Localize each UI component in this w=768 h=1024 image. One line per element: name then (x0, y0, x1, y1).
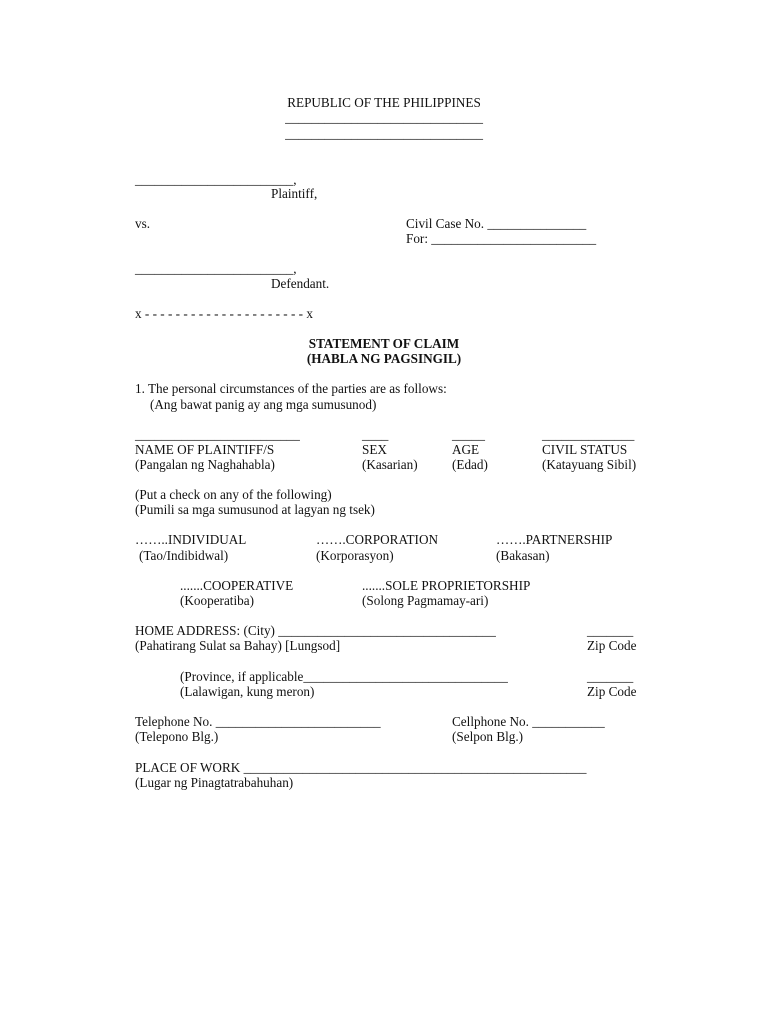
plaintiff-name-label-tagalog: (Pangalan ng Naghahabla) (135, 457, 275, 472)
sex-label: SEX (362, 442, 387, 457)
sex-field-blank: ____ (362, 427, 389, 442)
civil-status-label: CIVIL STATUS (542, 442, 628, 457)
check-instruction: (Put a check on any of the following) (135, 487, 332, 502)
place-of-work-field: PLACE OF WORK ____________________________________________________ (135, 760, 587, 775)
option-cooperative: .......COOPERATIVE (180, 578, 294, 593)
document-title: STATEMENT OF CLAIM (308, 336, 460, 351)
cellphone-field: Cellphone No. ___________ (452, 714, 605, 729)
defendant-name-blank: ________________________, (135, 261, 297, 276)
plaintiff-name-label: NAME OF PLAINTIFF/S (135, 442, 275, 457)
sex-label-tagalog: (Kasarian) (362, 457, 418, 472)
age-label-tagalog: (Edad) (452, 457, 488, 472)
telephone-field: Telephone No. _________________________ (135, 714, 381, 729)
home-address-city-field: HOME ADDRESS: (City) _________________________________ (135, 623, 496, 638)
section-1-intro-tagalog: (Ang bawat panig ay ang mga sumusunod) (150, 397, 377, 412)
home-address-tagalog: (Pahatirang Sulat sa Bahay) [Lungsod] (135, 638, 341, 653)
document-subtitle: (HABLA NG PAGSINGIL) (306, 351, 462, 366)
home-zip-code-blank: _______ (587, 623, 634, 638)
option-partnership: …….PARTNERSHIP (496, 532, 613, 547)
province-field-tagalog: (Lalawigan, kung meron) (180, 684, 315, 699)
for-field: For: _________________________ (406, 231, 597, 246)
defendant-label: Defendant. (271, 276, 330, 291)
option-individual-tagalog: (Tao/Indibidwal) (139, 548, 229, 563)
plaintiff-label: Plaintiff, (271, 186, 318, 201)
civil-status-label-tagalog: (Katayuang Sibil) (542, 457, 637, 472)
option-cooperative-tagalog: (Kooperatiba) (180, 593, 254, 608)
civil-status-field-blank: ______________ (542, 427, 635, 442)
option-sole-proprietorship: .......SOLE PROPRIETORSHIP (362, 578, 531, 593)
section-1-intro: 1. The personal circumstances of the parties are as follows: (135, 381, 447, 396)
option-partnership-tagalog: (Bakasan) (496, 548, 550, 563)
option-individual: ……..INDIVIDUAL (135, 532, 247, 547)
option-corporation: …….CORPORATION (316, 532, 438, 547)
province-zip-code-blank: _______ (587, 669, 634, 684)
option-corporation-tagalog: (Korporasyon) (316, 548, 394, 563)
plaintiff-name-field-blank: _________________________ (135, 427, 300, 442)
check-instruction-tagalog: (Pumili sa mga sumusunod at lagyan ng tsek) (135, 502, 375, 517)
age-label: AGE (452, 442, 480, 457)
age-field-blank: _____ (452, 427, 485, 442)
civil-case-number-field: Civil Case No. _______________ (406, 216, 587, 231)
cellphone-field-tagalog: (Selpon Blg.) (452, 729, 524, 744)
republic-heading: REPUBLIC OF THE PHILIPPINES (287, 95, 481, 110)
header-blank-line-2: ______________________________ (285, 126, 483, 141)
caption-separator: x - - - - - - - - - - - - - - - - - - - - - x (135, 306, 313, 321)
province-zip-code-label: Zip Code (587, 684, 637, 699)
versus-label: vs. (135, 216, 151, 231)
home-zip-code-label: Zip Code (587, 638, 637, 653)
province-field: (Province, if applicable_______________________________ (180, 669, 508, 684)
option-sole-proprietorship-tagalog: (Solong Pagmamay-ari) (362, 593, 489, 608)
telephone-field-tagalog: (Telepono Blg.) (135, 729, 219, 744)
plaintiff-name-blank: ________________________, (135, 172, 297, 187)
header-blank-line-1: ______________________________ (285, 110, 483, 125)
place-of-work-tagalog: (Lugar ng Pinagtatrabahuhan) (135, 775, 294, 790)
